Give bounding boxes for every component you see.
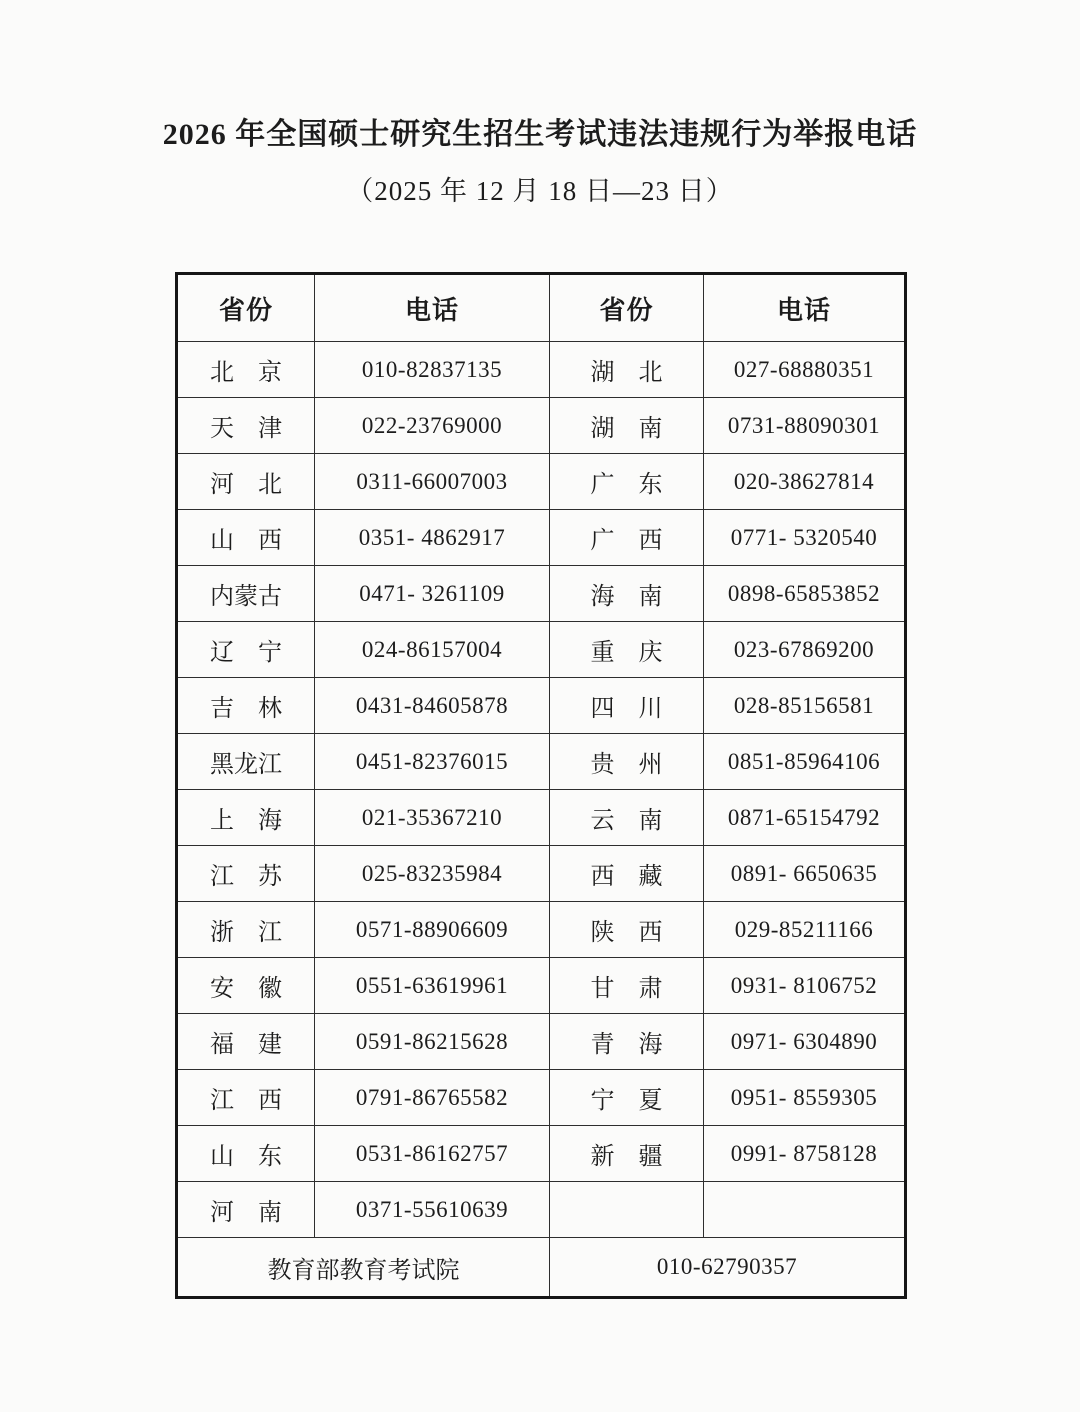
phone-cell: 0931- 8106752 xyxy=(704,958,906,1014)
province-cell: 北 京 xyxy=(177,342,315,398)
header-phone-right: 电话 xyxy=(704,274,906,342)
province-cell: 陕 西 xyxy=(550,902,704,958)
phone-cell: 0471- 3261109 xyxy=(315,566,550,622)
province-cell: 湖 北 xyxy=(550,342,704,398)
province-cell: 河 南 xyxy=(177,1182,315,1238)
phone-cell: 028-85156581 xyxy=(704,678,906,734)
table-row xyxy=(177,678,906,734)
phone-cell: 0551-63619961 xyxy=(315,958,550,1014)
phone-cell: 0971- 6304890 xyxy=(704,1014,906,1070)
phone-cell: 0431-84605878 xyxy=(315,678,550,734)
province-cell-empty xyxy=(550,1182,704,1238)
phone-cell: 0791-86765582 xyxy=(315,1070,550,1126)
phone-cell: 029-85211166 xyxy=(704,902,906,958)
phone-cell: 0871-65154792 xyxy=(704,790,906,846)
province-cell: 广 东 xyxy=(550,454,704,510)
phone-cell: 023-67869200 xyxy=(704,622,906,678)
phone-cell: 0311-66007003 xyxy=(315,454,550,510)
table-row xyxy=(177,398,906,454)
phone-cell: 0371-55610639 xyxy=(315,1182,550,1238)
province-cell: 黑龙江 xyxy=(177,734,315,790)
table-row xyxy=(177,1182,906,1238)
table-row xyxy=(177,1014,906,1070)
province-cell: 新 疆 xyxy=(550,1126,704,1182)
province-cell: 甘 肃 xyxy=(550,958,704,1014)
province-cell: 西 藏 xyxy=(550,846,704,902)
header-phone-left: 电话 xyxy=(315,274,550,342)
table-row xyxy=(177,902,906,958)
province-cell: 重 庆 xyxy=(550,622,704,678)
province-cell: 福 建 xyxy=(177,1014,315,1070)
province-cell: 辽 宁 xyxy=(177,622,315,678)
phone-cell: 024-86157004 xyxy=(315,622,550,678)
phone-cell: 0571-88906609 xyxy=(315,902,550,958)
phone-cell: 0891- 6650635 xyxy=(704,846,906,902)
phone-cell: 0991- 8758128 xyxy=(704,1126,906,1182)
header-province-right: 省份 xyxy=(550,274,704,342)
phone-cell: 0531-86162757 xyxy=(315,1126,550,1182)
phone-cell: 0951- 8559305 xyxy=(704,1070,906,1126)
province-cell: 四 川 xyxy=(550,678,704,734)
phone-cell: 0351- 4862917 xyxy=(315,510,550,566)
province-cell: 内蒙古 xyxy=(177,566,315,622)
phone-cell: 025-83235984 xyxy=(315,846,550,902)
phone-cell: 0851-85964106 xyxy=(704,734,906,790)
table-footer-row xyxy=(177,1238,906,1298)
table-row xyxy=(177,566,906,622)
phone-cell: 0898-65853852 xyxy=(704,566,906,622)
table-row xyxy=(177,1126,906,1182)
table-row xyxy=(177,1070,906,1126)
province-cell: 上 海 xyxy=(177,790,315,846)
report-phone-table xyxy=(175,272,907,1299)
phone-cell: 0591-86215628 xyxy=(315,1014,550,1070)
phone-cell: 0771- 5320540 xyxy=(704,510,906,566)
header-province-left: 省份 xyxy=(177,274,315,342)
province-cell: 吉 林 xyxy=(177,678,315,734)
table-row xyxy=(177,622,906,678)
phone-cell: 010-82837135 xyxy=(315,342,550,398)
phone-cell: 0731-88090301 xyxy=(704,398,906,454)
phone-cell: 027-68880351 xyxy=(704,342,906,398)
province-cell: 河 北 xyxy=(177,454,315,510)
province-cell: 山 东 xyxy=(177,1126,315,1182)
table-row xyxy=(177,734,906,790)
phone-cell: 0451-82376015 xyxy=(315,734,550,790)
province-cell: 云 南 xyxy=(550,790,704,846)
province-cell: 江 苏 xyxy=(177,846,315,902)
table-row xyxy=(177,454,906,510)
page-title: 2026 年全国硕士研究生招生考试违法违规行为举报电话 xyxy=(162,118,918,151)
province-cell: 山 西 xyxy=(177,510,315,566)
province-cell: 安 徽 xyxy=(177,958,315,1014)
footer-org-cell: 教育部教育考试院 xyxy=(177,1238,550,1298)
province-cell: 青 海 xyxy=(550,1014,704,1070)
page-subtitle: （2025 年 12 月 18 日—23 日） xyxy=(346,176,734,206)
province-cell: 浙 江 xyxy=(177,902,315,958)
province-cell: 广 西 xyxy=(550,510,704,566)
footer-phone-cell: 010-62790357 xyxy=(550,1238,906,1298)
table-row xyxy=(177,510,906,566)
province-cell: 江 西 xyxy=(177,1070,315,1126)
table-header-row xyxy=(177,274,906,342)
province-cell: 宁 夏 xyxy=(550,1070,704,1126)
province-cell: 湖 南 xyxy=(550,398,704,454)
table-row xyxy=(177,958,906,1014)
table-row xyxy=(177,846,906,902)
phone-cell-empty xyxy=(704,1182,906,1238)
phone-cell: 021-35367210 xyxy=(315,790,550,846)
phone-cell: 022-23769000 xyxy=(315,398,550,454)
province-cell: 天 津 xyxy=(177,398,315,454)
phone-cell: 020-38627814 xyxy=(704,454,906,510)
province-cell: 海 南 xyxy=(550,566,704,622)
table-row xyxy=(177,342,906,398)
province-cell: 贵 州 xyxy=(550,734,704,790)
table-row xyxy=(177,790,906,846)
